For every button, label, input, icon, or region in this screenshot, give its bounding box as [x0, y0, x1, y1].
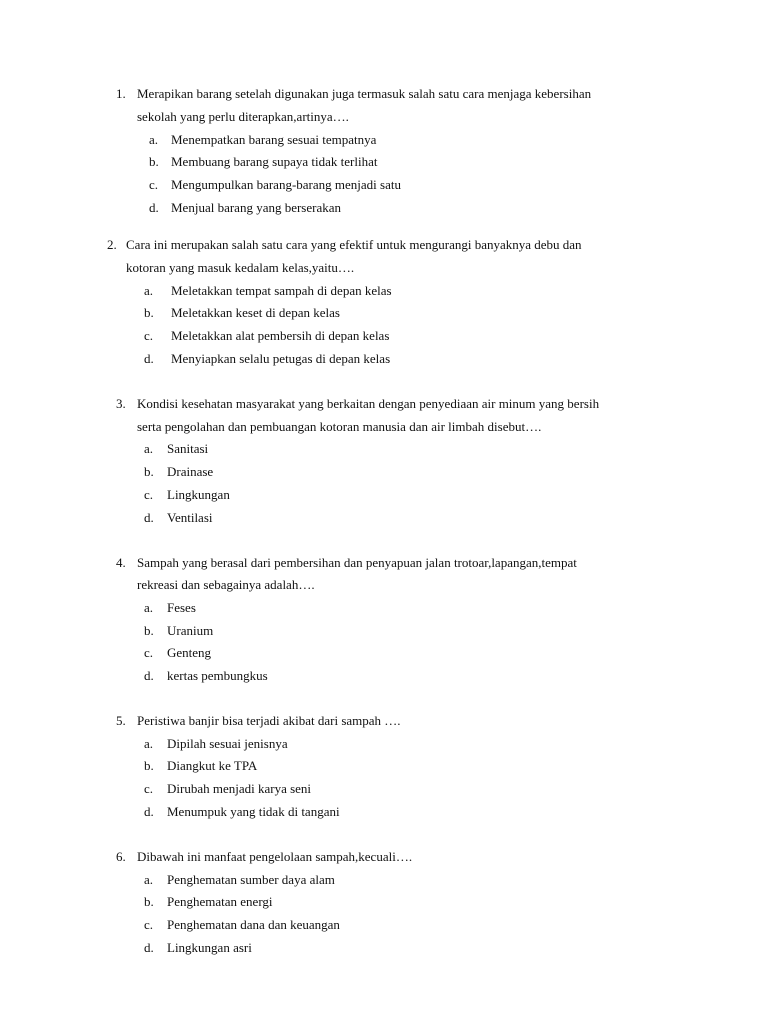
option-text: Penghematan sumber daya alam: [167, 872, 335, 887]
question-number: 1.: [116, 86, 126, 101]
option-text: Menjual barang yang berserakan: [171, 200, 342, 215]
option-text: Dirubah menjadi karya seni: [167, 781, 312, 796]
option-letter: b.: [144, 305, 154, 320]
question-text-line: Sampah yang berasal dari pembersihan dan penyapuan jalan trotoar,lapangan,tempat: [137, 555, 577, 570]
question-text-line: Peristiwa banjir bisa terjadi akibat dari sampah ….: [137, 713, 401, 728]
option-letter: a.: [149, 132, 159, 147]
question-text-line: Dibawah ini manfaat pengelolaan sampah,kecuali….: [137, 849, 413, 864]
question-text-line: Cara ini merupakan salah satu cara yang efektif untuk mengurangi banyaknya debu dan: [126, 237, 582, 252]
option-text: Dipilah sesuai jenisnya: [167, 736, 288, 751]
option-letter: a.: [144, 283, 154, 298]
option-text: kertas pembungkus: [167, 668, 268, 683]
option-letter: a.: [144, 872, 154, 887]
option-letter: b.: [144, 894, 154, 909]
option-letter: b.: [144, 758, 154, 773]
option-text: Mengumpulkan barang-barang menjadi satu: [171, 177, 401, 192]
option-letter: c.: [144, 781, 154, 796]
question-text-line: Kondisi kesehatan masyarakat yang berkaitan dengan penyediaan air minum yang bersih: [137, 396, 600, 411]
option-letter: c.: [144, 645, 154, 660]
option-letter: c.: [144, 917, 154, 932]
option-text: Sanitasi: [167, 441, 209, 456]
question-number: 2.: [107, 237, 117, 252]
option-text: Ventilasi: [167, 510, 213, 525]
option-text: Genteng: [167, 645, 212, 660]
option-letter: c.: [149, 177, 159, 192]
option-text: Membuang barang supaya tidak terlihat: [171, 154, 378, 169]
option-text: Drainase: [167, 464, 214, 479]
option-letter: d.: [144, 804, 154, 819]
option-letter: d.: [144, 351, 154, 366]
option-text: Menyiapkan selalu petugas di depan kelas: [171, 351, 391, 366]
option-text: Meletakkan tempat sampah di depan kelas: [171, 283, 392, 298]
option-text: Feses: [167, 600, 196, 615]
option-letter: d.: [144, 510, 154, 525]
option-letter: b.: [144, 623, 154, 638]
question-text-line: Merapikan barang setelah digunakan juga termasuk salah satu cara menjaga kebersihan: [137, 86, 592, 101]
option-text: Menumpuk yang tidak di tangani: [167, 804, 340, 819]
question-text-line: kotoran yang masuk kedalam kelas,yaitu….: [126, 260, 355, 275]
option-letter: d.: [149, 200, 159, 215]
option-letter: a.: [144, 441, 154, 456]
question-text-line: rekreasi dan sebagainya adalah….: [137, 577, 315, 592]
option-letter: a.: [144, 736, 154, 751]
option-text: Diangkut ke TPA: [167, 758, 258, 773]
option-letter: c.: [144, 487, 154, 502]
option-letter: d.: [144, 668, 154, 683]
option-text: Lingkungan asri: [167, 940, 252, 955]
option-text: Lingkungan: [167, 487, 230, 502]
option-text: Meletakkan alat pembersih di depan kelas: [171, 328, 390, 343]
question-number: 6.: [116, 849, 126, 864]
option-text: Penghematan energi: [167, 894, 273, 909]
option-text: Menempatkan barang sesuai tempatnya: [171, 132, 377, 147]
option-letter: d.: [144, 940, 154, 955]
option-letter: c.: [144, 328, 154, 343]
option-text: Penghematan dana dan keuangan: [167, 917, 340, 932]
option-letter: b.: [149, 154, 159, 169]
question-number: 4.: [116, 555, 126, 570]
question-number: 5.: [116, 713, 126, 728]
option-letter: a.: [144, 600, 154, 615]
option-text: Uranium: [167, 623, 214, 638]
question-text-line: serta pengolahan dan pembuangan kotoran manusia dan air limbah disebut….: [137, 419, 542, 434]
question-number: 3.: [116, 396, 126, 411]
question-text-line: sekolah yang perlu diterapkan,artinya….: [137, 109, 349, 124]
option-letter: b.: [144, 464, 154, 479]
option-text: Meletakkan keset di depan kelas: [171, 305, 340, 320]
